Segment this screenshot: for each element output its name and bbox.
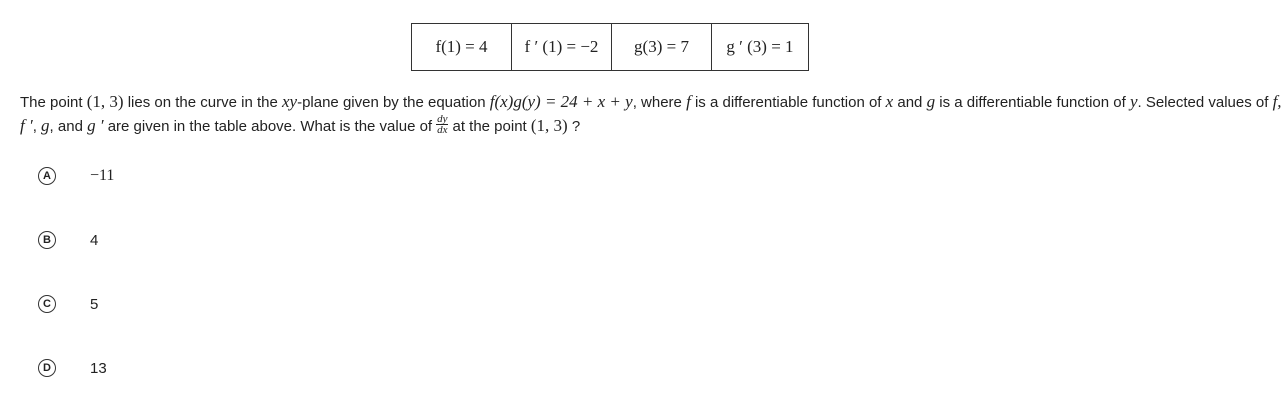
values-table-row xyxy=(412,24,809,71)
table-cell-gprime3: g ′ (3) = 1 xyxy=(712,24,809,71)
question-fragment: , where xyxy=(632,94,687,111)
question-text xyxy=(20,90,1282,138)
choice-a[interactable] xyxy=(38,164,115,188)
choice-letter-c: C xyxy=(38,295,56,313)
choice-c[interactable] xyxy=(38,292,99,316)
math-var: x xyxy=(885,92,894,111)
math-var: g xyxy=(926,92,936,111)
math-point: (1, 3) xyxy=(86,92,124,111)
math-var: f xyxy=(686,92,691,111)
choice-letter-b: B xyxy=(38,231,56,249)
question-fragment: and xyxy=(893,94,927,111)
choice-text-d: 13 xyxy=(90,359,107,377)
question-fragment: The point xyxy=(20,94,87,111)
math-point: (1, 3) xyxy=(530,116,568,135)
math-var: f, xyxy=(1272,92,1282,111)
derivative-fraction xyxy=(436,114,448,135)
choice-letter-a: A xyxy=(38,167,56,185)
question-fragment: , xyxy=(32,118,42,135)
question-fragment: lies on the curve in the xyxy=(123,94,282,111)
fraction-denominator: dx xyxy=(437,123,448,136)
choice-text-c: 5 xyxy=(90,295,99,313)
question-fragment: is a differentiable function of xyxy=(690,94,886,111)
values-table xyxy=(411,23,809,71)
table-cell-g3: g(3) = 7 xyxy=(612,24,712,71)
math-var: g ′ xyxy=(87,116,104,135)
question-fragment: ? xyxy=(567,118,581,135)
question-line-2 xyxy=(20,114,1192,138)
choice-text-b: 4 xyxy=(90,231,99,249)
math-var: xy xyxy=(281,92,298,111)
math-var: y xyxy=(1129,92,1138,111)
choice-b[interactable] xyxy=(38,228,99,252)
choice-text-a: −11 xyxy=(90,167,115,184)
math-var: g xyxy=(41,116,50,135)
question-fragment: . Selected values of xyxy=(1137,94,1273,111)
question-fragment: are given in the table above. What is the value of xyxy=(103,118,433,135)
question-fragment: is a differentiable function of xyxy=(935,94,1130,111)
choice-d[interactable] xyxy=(38,356,107,380)
question-fragment: at the point xyxy=(452,118,531,135)
table-cell-fprime1: f ′ (1) = −2 xyxy=(512,24,612,71)
fraction-numerator: dy xyxy=(437,112,448,125)
math-equation: f(x)g(y) = 24 + x + y xyxy=(489,92,633,111)
question-fragment: , and xyxy=(49,118,88,135)
math-var: f ′ xyxy=(20,116,33,135)
question-fragment: -plane given by the equation xyxy=(297,94,490,111)
choice-letter-d: D xyxy=(38,359,56,377)
question-line-1 xyxy=(20,90,1282,114)
table-cell-f1: f(1) = 4 xyxy=(412,24,512,71)
